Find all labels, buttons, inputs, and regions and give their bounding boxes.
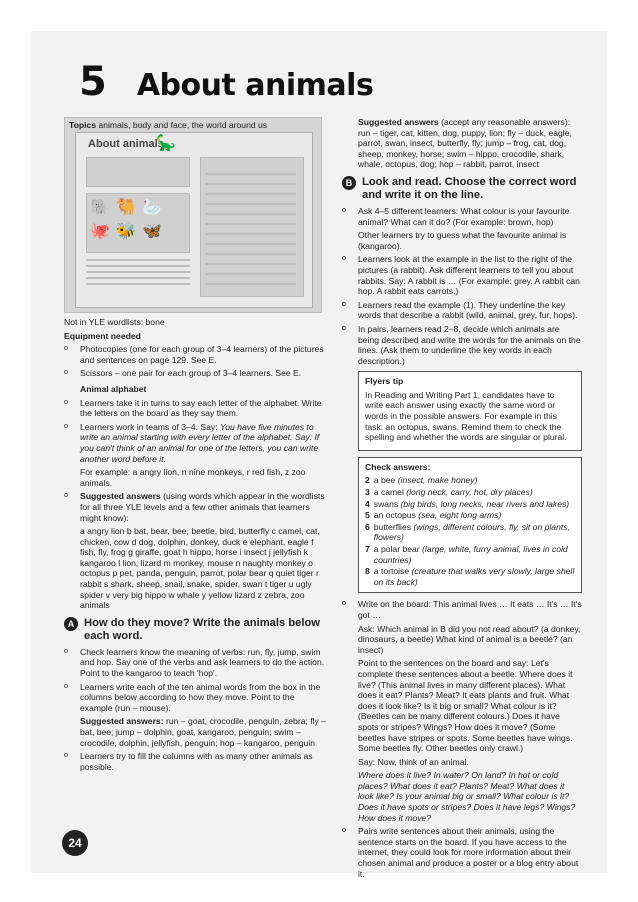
right-sub: Point to the sentences on the board and say: Let's complete these sentences about a beetle. Where does it live? (This animal lives in many different places). What does it eat? Plants? Meat? It eats plants and fruit. What does it look like? Is it big or small? What colour is it? (Beetles can be many different colours.) Does it have spots or stripes? Wings? How does it move? (Some beetles have stripes or spots. Some beetles have wings. Some beetles fly. Other beetles only crawl.) bbox=[358, 658, 573, 754]
alphabet-letters: a angry lion b bat, bear, bee, beetle, bird, butterfly c camel, cat, chicken, cow d dog, dolphin, donkey, duck e elephant, eagle f fish, fly, frog g giraffe, goat h hippo, horse i insect j jellyfish k kangaroo l lion, lizard m monkey, mouse n naughty monkey o octopus p pet, panda, penguin, parrot, polar bear q quiet tiger r rabbit s shark, sheep, snail, snake, spider, swan t tiger u ugly spider v very big hippo w whale y yellow lizard z zebra, zoo animals bbox=[80, 526, 320, 611]
text-line bbox=[86, 259, 190, 261]
page-number: 24 bbox=[62, 830, 88, 856]
thumbnail-page bbox=[75, 132, 313, 308]
topics-line: Topics animals, body and face, the world around us bbox=[65, 118, 321, 133]
animal-icon: 🐝 bbox=[116, 223, 136, 240]
list-item: o Learners try to fill the columns with as many other animals as possible. bbox=[64, 751, 313, 772]
alphabet-example: For example: a angry lion, n nine monkeys, r red fish, z zoo animals. bbox=[80, 467, 306, 488]
section-b-sub: Other learners try to guess what the favourite animal is (kangaroo). bbox=[358, 230, 567, 251]
list-item: o Suggested answers (using words which appear in the wordlists for all three YLE levels and a few other animals that learners might know): bbox=[64, 491, 325, 523]
list-item: o Learners take it in turns to say each letter of the alphabet. Write the letters on the board as they say them. bbox=[64, 397, 322, 419]
section-a-heading: A How do they move? Write the animals below each word. bbox=[64, 617, 326, 643]
alphabet-heading: Animal alphabet bbox=[80, 383, 147, 394]
text-line bbox=[206, 243, 296, 245]
animal-icon: 🐙 bbox=[90, 223, 110, 240]
reading-box bbox=[200, 157, 304, 297]
section-badge: B bbox=[342, 176, 356, 190]
check-answers-heading: Check answers: bbox=[365, 461, 431, 472]
right-questions: Where does it live? In water? On land? In hot or cold places? What does it eat? Plants? Meat? What does it look like? Is your animal big or small? What colour is it? Does it have spots or stripes? Does it have legs? Wings? How does it move? bbox=[358, 770, 576, 823]
list-item: o Photocopies (one for each group of 3–4 learners) of the pictures and sentences on page 129. See E. bbox=[64, 344, 324, 365]
answer-row: 4 swans (big birds, long necks, near rivers and lakes) bbox=[365, 498, 570, 509]
chapter-heading bbox=[79, 59, 373, 105]
list-item: o Write on the board: This animal lives … It eats … It's … It's got … bbox=[342, 599, 582, 620]
list-item: o In pairs, learners read 2–8, decide which animals are being described and write the words for the animals on the lines. (Ask them to underline the key words in each description.) bbox=[342, 323, 581, 366]
text-line bbox=[206, 203, 296, 205]
section-a-answers: Suggested answers: run – goat, crocodile, penguin, zebra; fly – bat, bee; jump – dolphin, goat, kangaroo, penguin; swim – crocodile, dolphin, jellyfish, penguin; hop – kangaroo, penguin bbox=[80, 716, 327, 748]
animal-icon: 🦋 bbox=[142, 223, 162, 240]
right-sub: Ask: Which animal in B did you not read about? (a donkey, dinosaurs, a beetle) What kind of animal is a beetle? (an insect) bbox=[358, 623, 581, 655]
animal-icon: 🐫 bbox=[116, 199, 136, 216]
list-item: o Check learners know the meaning of verbs: run, fly, jump, swim and hop. Say one of the verbs and ask learners to do the action. Point to the kangaroo to teach 'hop'. bbox=[64, 646, 325, 679]
equipment-heading: Equipment needed bbox=[64, 330, 141, 341]
dinosaur-icon: 🦕 bbox=[156, 135, 176, 152]
answer-row: 5 an octopus (sea, eight long arms) bbox=[365, 510, 502, 521]
text-line bbox=[86, 277, 190, 279]
suggested-answers: Suggested answers (accept any reasonable answers): run – tiger, cat, kitten, dog, puppy, lion; fly – duck, eagle, parrot, swan, insect, butterfly, fly; jump – frog, cat, dog, sheep, monkey, horse; swim – hippo, crocodile, shark, whale, octopus, dog; hop – rabbit, parrot, insect bbox=[358, 117, 572, 170]
text-line bbox=[206, 223, 296, 225]
text-line bbox=[206, 233, 296, 235]
text-line bbox=[206, 253, 296, 255]
answer-row: 8 a tortoise (creature that walks very slowly, large shell on its back) bbox=[365, 566, 575, 587]
right-sub: Say: Now, think of an animal. bbox=[358, 756, 469, 767]
list-item: o Pairs write sentences about their animals, using the sentence starts on the board. If you have access to the internet, they could look for more information about their chosen animal and produce a poster or a blog entry about it. bbox=[342, 826, 579, 879]
answer-row: 7 a polar bear (large, white, furry animal, lives in cold countries) bbox=[365, 544, 568, 565]
text-line bbox=[206, 213, 296, 215]
answer-row: 6 butterflies (wings, different colours, fly, sit on plants, flowers) bbox=[365, 521, 570, 543]
text-line bbox=[206, 273, 296, 275]
answer-row: 2 a bee (insect, make honey) bbox=[365, 475, 478, 486]
word-box bbox=[86, 157, 190, 187]
text-line bbox=[206, 173, 296, 175]
list-item: o Learners work in teams of 3–4. Say: You have five minutes to write an animal starting with every letter of the alphabet. Say: If you can't think of an animal for one of the letters, you can write another word before it. bbox=[64, 421, 320, 464]
text-line bbox=[206, 283, 296, 285]
text-line bbox=[206, 183, 296, 185]
check-answers-box bbox=[358, 457, 582, 594]
text-line bbox=[206, 193, 296, 195]
answer-row: 3 a camel (long neck, carry, hot, dry places) bbox=[365, 487, 533, 498]
section-b-heading: B Look and read. Choose the correct word and write it on the line. bbox=[342, 176, 582, 202]
chapter-number: 5 bbox=[79, 59, 107, 105]
not-in-yle-note: Not in YLE wordlists: bone bbox=[64, 317, 165, 327]
page bbox=[31, 31, 607, 879]
list-item: o Learners look at the example in the list to the right of the pictures (a rabbit). Ask different learners to tell you about rabbits. Say: A rabbit is … (For example: grey. A rabbit can hop. A rabbit eats carrots.) bbox=[342, 254, 580, 297]
student-page-thumbnail bbox=[64, 117, 322, 313]
animal-icon: 🦢 bbox=[142, 199, 162, 216]
text-line bbox=[206, 263, 296, 265]
section-badge: A bbox=[64, 617, 78, 631]
chapter-title: About animals bbox=[136, 68, 374, 103]
text-line bbox=[86, 283, 190, 285]
text-line bbox=[86, 271, 190, 273]
text-line bbox=[86, 265, 190, 267]
list-item: o Ask 4–5 different learners: What colour is your favourite animal? What can it do? (For example: brown, hop) bbox=[342, 205, 570, 227]
flyers-tip-text: In Reading and Writing Part 1, candidates have to write each answer using exactly the same word or words in the possible answers. For example in this task: an octopus, swans. Remind them to check the spelling and whether the words are singular or plural. bbox=[365, 389, 567, 443]
list-item: o Learners write each of the ten animal words from the box in the columns below according to how they move. Point to the example (run – mouse). bbox=[64, 681, 321, 713]
flyers-tip-box bbox=[358, 371, 582, 451]
left-column bbox=[64, 117, 326, 775]
flyers-tip-heading: Flyers tip bbox=[365, 376, 404, 387]
list-item: o Learners read the example (1). They underline the key words that describe a rabbit (wild, animal, grey, fur, hops). bbox=[342, 299, 578, 321]
thumbnail-title: About animals bbox=[88, 138, 164, 150]
animal-icon: 🐘 bbox=[90, 199, 110, 216]
right-column bbox=[342, 117, 582, 882]
list-item: o Scissors – one pair for each group of 3–4 learners. See E. bbox=[64, 368, 302, 379]
